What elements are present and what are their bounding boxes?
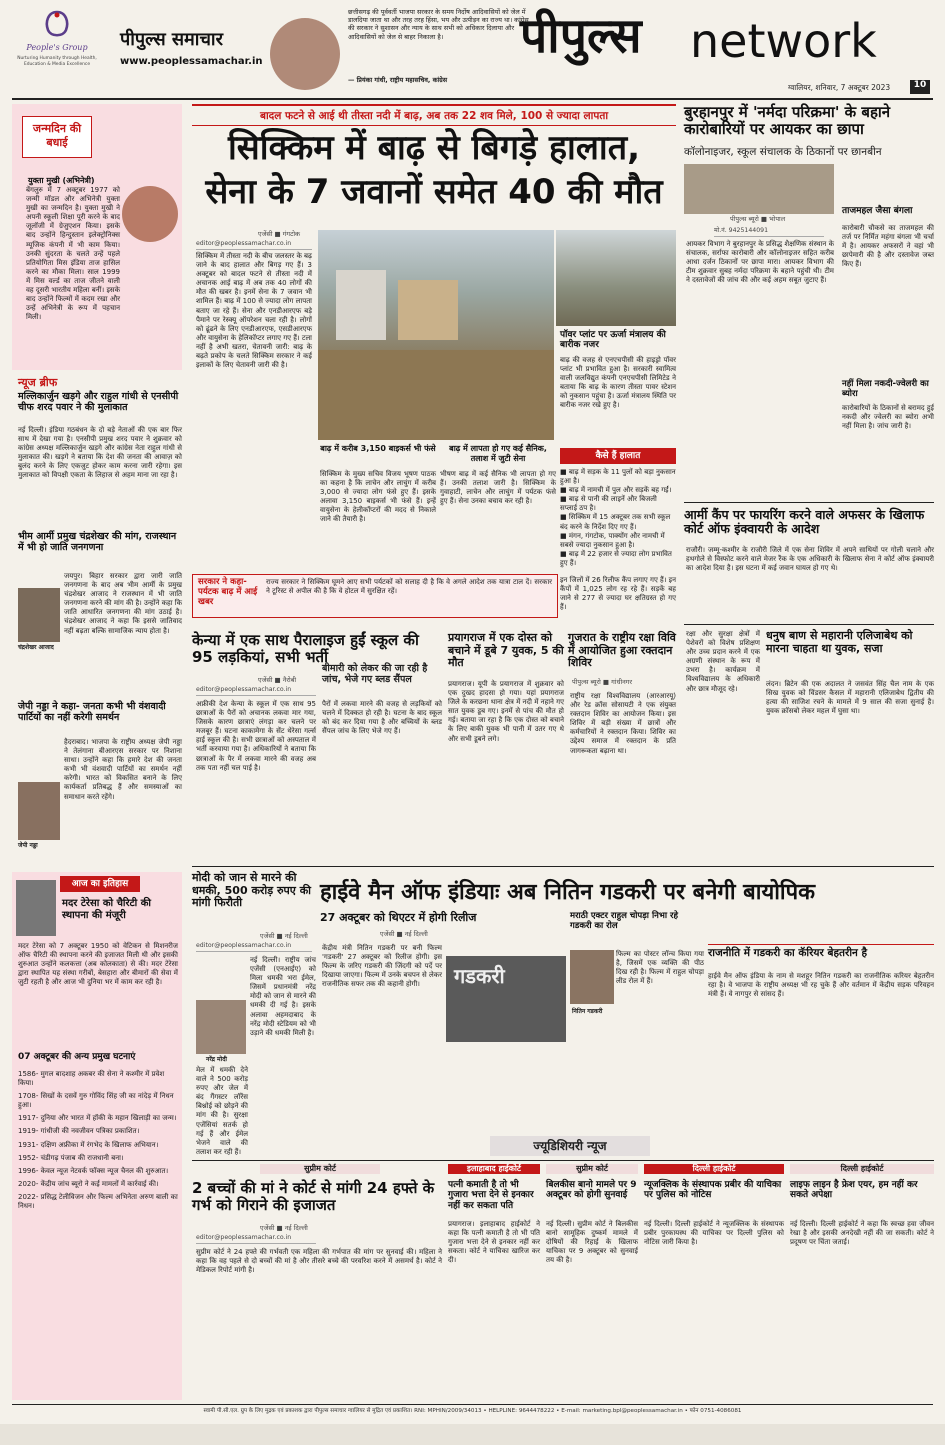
prayagraj-headline: प्रयागराज में एक दोस्त को बचाने में डूबे 7 युवक, 5 की मौत — [448, 631, 564, 670]
lead-side-text2: इन जिलों में 26 रिलीफ कैंप लगाए गए हैं। इन कैंपों में 1,025 लोग रह रहे हैं। सड़कें बह जाने से 277 से ज्यादा घर क्षतिग्रस्त हो गए हैं। — [560, 576, 676, 612]
gadkari-career-headline: राजनीति में गडकरी का कॅरियर बेहतरीन है — [708, 944, 934, 959]
gadkari-sub: 27 अक्टूबर को थिएटर में होगी रिलीज — [320, 911, 477, 924]
event-item: 1919- गांधीजी की नवजीवन पत्रिका प्रकाशित। — [18, 1127, 140, 1136]
bullet-text: सिक्किम में 15 अक्टूबर तक सभी स्कूल बंद करने के निर्देश दिए गए हैं। — [560, 513, 671, 531]
gadkari-career-text: हाईवे मैन ऑफ इंडिया के नाम से मशहूर नितिन गडकरी का राजनीतिक करियर बेहतरीन रहा है। वे भाजपा के राष्ट्रीय अध्यक्ष भी रह चुके हैं और वर्तमान में केंद्रीय सड़क परिवहन मंत्री हैं। वे नागपुर से सांसद हैं। — [708, 972, 934, 999]
itihas-text: मदर टेरेसा को 7 अक्टूबर 1950 को वेटिकन से मिशनरीज ऑफ चैरिटी की स्थापना करने की इजाजत मिली थी और इसकी शुरुआत उन्होंने कलकत्ता (अब कोलकाता) से की। मदर टेरेसा द्वारा स्थापित यह संस्था गरीबों, बेसहारा और बीमारों की सेवा में जुटी रहती है और आज भी दुनिया भर में काम कर रही है। — [18, 942, 178, 987]
flood-photo — [318, 230, 554, 440]
kaise-bullet: ■ बाढ़ में नामची में पुल और सड़कें बह गईं। — [560, 486, 672, 495]
print-margin — [0, 1424, 945, 1445]
lead-text: सिक्किम में तीस्ता नदी के बीच जलस्तर के बढ़ जाने के बाद हालात और बिगड़ गए हैं। 3 अक्टूबर को बादल फटने से तीस्ता नदी में अचानक आई बाढ़ में अब तक 40 लोगों की मौत की खबर है। इनमें सेना के 7 जवान भी शामिल हैं। बाढ़ में 100 से ज्यादा लोग लापता बताए जा रहे हैं। सेना और एनडीआरएफ बड़े पैमाने पर रेस्क्यू ऑपरेशन चला रही है। लोगों को ढूंढने के लिए एनडीआरएफ, एसडीआरएफ और वायुसेना के हेलिकॉप्टर लगाए गए हैं। टला नहीं है अभी खतरा, चेतावनी जारी: बाढ़ के बढ़ते प्रकोप के चलते सिक्किम सरकार ने कई इलाकों के लिए चेतावनी जारी की है। — [196, 252, 312, 370]
gadkari-side-headline: मराठी एक्टर राहुल चोपड़ा निभा रहे गडकरी का रोल — [570, 911, 679, 931]
gadkari-photo — [570, 950, 614, 1004]
dhanush-headline: धनुष बाण से महारानी एलिजाबेथ को मारना चाहता था युवक, सजा — [766, 629, 913, 655]
tajmahal-text: कारोबारी चौकसे का ताजमहल की तर्ज पर निर्मित महंगा बंगला भी चर्चा में है। आयकर अफसरों ने वहां भी छापेमारी की है और दस्तावेज जब्त किए हैं। — [842, 224, 934, 269]
rule — [192, 1160, 934, 1161]
kenya-email[interactable]: editor@peoplessamachar.co.in — [196, 686, 316, 696]
event-item: 1586- मुगल बादशाह अकबर की सेना ने कश्मीर में प्रवेश किया। — [18, 1070, 165, 1088]
dateline: ग्वालियर, शनिवार, 7 अक्टूबर 2023 — [788, 83, 891, 92]
lead-kicker: बादल फटने से आई थी तीस्ता नदी में बाढ़, अब तक 22 शव मिले, 100 से ज्यादा लापता — [192, 104, 676, 126]
events-headline: 07 अक्टूबर की अन्य प्रमुख घटनाएं — [18, 1052, 136, 1062]
lead-headline-1: सिक्किम में बाढ़ से बिगड़े हालात, — [228, 128, 640, 168]
bullet-text: बाढ़ में सड़क के 11 पुलों को बड़ा नुकसान हुआ है। — [560, 468, 676, 486]
burhanpur-headline: बुरहानपुर में 'नर्मदा परिक्रमा' के बहाने कारोबारियों पर आयकर का छापा — [684, 103, 891, 139]
website-url[interactable]: www.peoplessamachar.in — [120, 56, 263, 67]
quote-author: — प्रियंका गांधी, राष्ट्रीय महासचिव, कांग्रेस — [348, 76, 448, 84]
event-item: 1952- चंडीगढ़ पंजाब की राजधानी बना। — [18, 1153, 124, 1162]
court-label-3: सुप्रीम कोर्ट — [546, 1164, 638, 1174]
poster-title: गडकरी — [454, 964, 505, 988]
lead-col2: सिक्किम के मुख्य सचिव विजय भूषण पाठक का कहना है कि लाचेन और लाचुंग में करीब 3,000 से ज्यादा लोग फंसे हुए हैं। इसके अलावा 3,150 बाइकर्स भी फंसे हैं। इन्हें वायुसेना के हेलीकॉप्टरों की मदद से निकाले जाने की तैयारी है। — [320, 470, 436, 524]
peoples-group-logo — [12, 10, 102, 90]
group-tagline: Nurturing Humanity through Health, Education & Media Excellence — [17, 56, 97, 67]
event-item: 1708- सिखों के दसवें गुरु गोविंद सिंह जी का नांदेड़ में निधन हुआ। — [18, 1092, 174, 1110]
court-label-1: सुप्रीम कोर्ट — [260, 1164, 380, 1174]
army-text: राजौरी। जम्मू-कश्मीर के राजौरी जिले में एक सेना शिविर में अपने साथियों पर गोली चलाने और हथगोले से विस्फोट करने वाले मेजर रैंक के एक अधिकारी के खिलाफ सेना ने कोर्ट ऑफ इंक्वायरी का आदेश दिया है। इस घटना में कई जवान घायल हो गए थे। — [686, 546, 934, 573]
nadda-photo — [18, 782, 60, 840]
event-item: 1996- केवल न्यूज नेटवर्क फॉक्स न्यूज चैनल की शुरुआत। — [18, 1166, 169, 1175]
judiciary-by1: एजेंसी ■ नई दिल्ली — [260, 1224, 308, 1232]
news-brief-label: न्यूज ब्रीफ — [18, 376, 58, 389]
brand-hindi: पीपुल्स — [520, 8, 642, 64]
lead-headline-2: सेना के 7 जवानों समेत 40 की मौत — [205, 172, 663, 212]
judiciary-h5: लाइफ लाइन है फ्रेश एयर, हम नहीं कर सकते अपेक्षा — [790, 1180, 918, 1201]
kaise-label: कैसे हैं हालात — [560, 448, 676, 464]
quote-text: छत्तीसगढ़ की पूर्ववर्ती भाजपा सरकार के समय निर्दोष आदिवासियों को जेल में डालदिया जाता था और तरह तरह हिंसा, भय और उत्पीड़न का राज्य था। कांग्रेस की सरकार ने सुशासन और न्याय के साथ सभी को अधिकार दिलाया और आदिवासियों को जेल से बाहर निकाला है। — [348, 8, 529, 41]
lead-email[interactable]: editor@peoplessamachar.co.in — [196, 240, 312, 250]
footer-rule — [12, 1404, 933, 1405]
gadkari-text: केंद्रीय मंत्री नितिन गडकरी पर बनी फिल्म 'गडकरी' 27 अक्टूबर को रिलीज होगी। इस फिल्म के जरिए गडकरी की जिंदगी को पर्दे पर दिखाया जाएगा। फिल्म में उनके बचपन से लेकर राजनीतिक सफर तक की कहानी होगी। — [322, 944, 442, 989]
brief3-caption: जेपी नड्डा — [18, 842, 38, 849]
event-item: 1931- दक्षिण अफ्रीका में रंगभेद के खिलाफ अभियान। — [18, 1140, 159, 1149]
judiciary-t5: नई दिल्ली। दिल्ली हाईकोर्ट ने कहा कि स्वच्छ हवा जीवन रेखा है और इसकी अनदेखी नहीं की जा सकती। कोर्ट ने प्रदूषण पर चिंता जताई। — [790, 1220, 934, 1247]
burhanpur-photo — [684, 164, 834, 214]
judiciary-t2: प्रयागराज। इलाहाबाद हाईकोर्ट ने कहा कि पत्नी कमाती है तो भी पति गुजारा भत्ता देने से इनकार नहीं कर सकता। कोर्ट ने याचिका खारिज कर दी। — [448, 1220, 540, 1265]
lead-byline: एजेंसी ■ गंगटोक — [258, 230, 301, 238]
gujarat-text: राष्ट्रीय रक्षा विश्वविद्यालय (आरआरयू) और रेड क्रॉस सोसायटी ने एक संयुक्त रक्तदान शिविर का आयोजन किया। इस शिविर में बड़ी संख्या में छात्रों और कर्मचारियों ने रक्तदान किया। शिविर का उद्देश्य समाज में रक्तदान के प्रति जागरूकता बढ़ाना था। — [570, 692, 676, 755]
gadkari-side-text: फिल्म का पोस्टर लॉन्च किया गया है, जिसमें एक व्यक्ति की पीठ दिख रही है। फिल्म में राहुल चोपड़ा लीड रोल में हैं। — [616, 950, 704, 986]
burhanpur-sub: कॉलोनाइजर, स्कूल संचालक के ठिकानों पर छानबीन — [684, 146, 882, 158]
modi-headline: मोदी को जान से मारने की धमकी, 500 करोड़ रुपए की मांगी फिरौती — [192, 871, 311, 910]
bullet-text: मंगन, गंगटोक, पाक्योंग और नामची में सबसे ज्यादा नुकसान हुआ है। — [560, 531, 665, 549]
brief2-caption: चंद्रशेखर आजाद — [18, 644, 54, 651]
judiciary-t3: नई दिल्ली। सुप्रीम कोर्ट ने बिलकीस बानो सामूहिक दुष्कर्म मामले में दोषियों की रिहाई के खिलाफ याचिका पर 9 अक्टूबर को सुनवाई तय की है। — [546, 1220, 638, 1265]
burhanpur-byline: पीपुल्स ब्यूरो ■ भोपाल — [730, 215, 786, 223]
bullet-text: बाढ़ में नामची में पुल और सड़कें बह गईं। — [568, 486, 672, 495]
event-item: 1917- दुनिया और भारत में हॉकी के महान खिलाड़ी का जन्म। — [18, 1114, 177, 1123]
judiciary-h1: 2 बच्चों की मां ने कोर्ट से मांगी 24 हफ्ते के गर्भ को गिराने की इजाजत — [192, 1179, 435, 1215]
brief1-headline: मल्लिकार्जुन खड़गे और राहुल गांधी से एनसीपी चीफ शरद पवार ने की मुलाकात — [18, 391, 179, 413]
river-photo — [556, 230, 676, 326]
kenya-sub: बीमारी को लेकर की जा रही है जांच, भेजे गए ब्लड सैंपल — [322, 663, 428, 685]
bullet-text: बाढ़ से पानी की लाइनें और बिजली सप्लाई ठप है। — [560, 495, 657, 513]
gujarat-headline: गुजरात के राष्ट्रीय रक्षा विवि में आयोजित हुआ रक्तदान शिविर — [568, 631, 676, 670]
page-number: 10 — [910, 80, 930, 94]
burhanpur-text: आयकर विभाग ने बुरहानपुर के प्रसिद्ध शैक्षणिक संस्थान के संचालक, सर्राफा कारोबारी और कॉलोनाइजर सहित करीब आधा दर्जन ठिकानों पर छापा मारा। आयकर विभाग की टीम शुक्रवार सुबह नर्मदा परिक्रमा के बहाने पहुंची थी। टीम ने दस्तावेजों की जांच की और कई अहम सबूत जुटाए हैं। — [686, 240, 834, 285]
brief2-text: जयपुर। बिहार सरकार द्वारा जारी जाति जनगणना के बाद अब भीम आर्मी के प्रमुख चंद्रशेखर आजाद ने राजस्थान में भी जाति जनगणना करने की मांग की है। उन्होंने कहा कि जाति आधारित जनगणना की मांग उठाई है। चंद्रशेखर आजाद ने कहा कि इससे जातिवाद नहीं बढ़ता बल्कि सामाजिक न्याय होता है। — [64, 572, 182, 635]
priyanka-photo — [270, 18, 340, 90]
army-headline: आर्मी कैंप पर फायरिंग करने वाले अफसर के खिलाफ कोर्ट ऑफ इंक्वायरी के आदेश — [684, 507, 925, 537]
brief2-headline: भीम आर्मी प्रमुख चंद्रशेखर की मांग, राजस्थान में भी हो जाति जनगणना — [18, 531, 177, 553]
tajmahal-headline: ताजमहल जैसा बंगला — [842, 206, 913, 216]
gujarat-text2: रक्षा और सुरक्षा क्षेत्रों में पेशेवरों को विशेष प्रशिक्षण और उच्च प्रदान करने में एक अग्रणी संस्थान के रूप में उभरा है। कार्यक्रम में विश्वविद्यालय के अधिकारी और छात्र मौजूद रहे। — [686, 630, 760, 693]
judiciary-label: ज्यूडिशियरी न्यूज — [490, 1136, 650, 1156]
events-list — [18, 1070, 178, 1215]
burhanpur-phone: मो.नं. 9425144091 — [714, 227, 824, 237]
judiciary-h2: पत्नी कमाती है तो भी गुजारा भत्ता देने से इनकार नहीं कर सकता पति — [448, 1180, 534, 1211]
modi-photo — [196, 1000, 246, 1054]
modi-text: नई दिल्ली। राष्ट्रीय जांच एजेंसी (एनआईए) को मिला धमकी भरा ईमेल, जिसमें प्रधानमंत्री नरेंद्र मोदी को जान से मारने की धमकी दी गई है। इसके अलावा अहमदाबाद के नरेंद्र मोदी स्टेडियम को भी उड़ाने की धमकी मिली है। — [250, 956, 316, 1037]
kaise-bullet: ■ बाढ़ में सड़क के 11 पुलों को बड़ा नुकसान हुआ है। — [560, 468, 676, 486]
nakdi-text: कारोबारियों के ठिकानों से बरामद हुई नकदी और ज्वेलरी का ब्योरा अभी नहीं मिला है। जांच जारी है। — [842, 404, 934, 431]
event-item: 2022- प्रसिद्ध टेलीविजन और फिल्म अभिनेता अरुण बाली का निधन। — [18, 1192, 178, 1211]
kaise-bullet: ■ सिक्किम में 15 अक्टूबर तक सभी स्कूल बंद करने के निर्देश दिए गए हैं। — [560, 513, 671, 531]
power-plant-text: बाढ़ की वजह से एनएचपीसी की हाइड्रो पॉवर प्लांट भी प्रभावित हुआ है। सरकारी स्वामित्व वाली जलविद्युत कंपनी एनएचपीसी लिमिटेड ने बताया कि बाढ़ के कारण तीस्ता पावर स्टेशन को नुकसान पहुंचा है। ऊर्जा मंत्रालय स्थिति पर बारीक नजर रखे हुए है। — [560, 356, 676, 410]
tourist-box-text: राज्य सरकार ने सिक्किम घूमने आए सभी पर्यटकों को सलाह दी है कि वे अगले आदेश तक यात्रा टाल दें। सरकार ने टूरिस्ट से अपील की है कि वे होटल में सुरक्षित रहें। — [266, 578, 552, 596]
gujarat-byline: पीपुल्स ब्यूरो ■ गांधीनगर — [572, 678, 633, 686]
photo-caption-1: बाढ़ में करीब 3,150 बाइकर्स भी फंसे — [320, 444, 436, 453]
court-label-2: इलाहाबाद हाईकोर्ट — [448, 1164, 540, 1174]
prayagraj-text: प्रयागराज। यूपी के प्रयागराज में शुक्रवार को एक दुखद हादसा हो गया। यहां प्रयागराज जिले के करछना थाना क्षेत्र में नदी में नहाने गए सात युवक डूब गए। इनमें से पांच की मौत हो गई। बताया जा रहा है कि एक दोस्त को बचाने के लिए बाकी युवक भी पानी में उतर गए थे और सभी डूबने लगे। — [448, 680, 564, 743]
gadkari-headline: हाईवे मैन ऑफ इंडियाः अब नितिन गडकरी पर बनेगी बायोपिक — [320, 880, 815, 905]
brief1-text: नई दिल्ली। इंडिया गठबंधन के दो बड़े नेताओं की एक बार फिर साथ में देखा गया है। एनसीपी प्रमुख शरद पवार ने शुक्रवार को कांग्रेस अध्यक्ष मल्लिकार्जुन खड़गे और कांग्रेस नेता राहुल गांधी से मुलाकात की। खड़गे ने बताया कि देश की जनता की आवाज़ को बुलंद करने के लिए एकजुट होकर काम करना जारी रहेगा। इस मुलाकात को विपक्षी एकता के लिहाज से अहम माना जा रहा है। — [18, 426, 182, 480]
court-label-5: दिल्ली हाईकोर्ट — [790, 1164, 934, 1174]
masthead-rule — [12, 98, 933, 100]
footer-imprint: स्वामी पी.सी.एल. ग्रुप के लिए मुद्रक एवं प्रकाशक द्वारा पीपुल्स समाचार ग्वालियर से मुद्रित एवं प्रकाशित। RNI: MPHIN/2009/34013 • HELPLINE: 9644478222 • E-mail: marketing.bpl@peoplessamachar.in • फोन 0751-4086081 — [203, 1408, 742, 1414]
chandrashekhar-photo — [18, 588, 60, 642]
kenya-text2: पैरों में लकवा मारने की वजह से लड़कियों को चलने में दिक्कत हो रही है। घटना के बाद स्कूल को बंद कर दिया गया है और बच्चियों के ब्लड सैंपल जांच के लिए भेजे गए हैं। — [322, 700, 442, 736]
bullet-text: बाढ़ में 22 हजार से ज्यादा लोग प्रभावित हुए हैं। — [560, 549, 672, 567]
birthday-text: बेंगलुरु में 7 अक्टूबर 1977 को जन्मी मॉडल और अभिनेत्री युक्ता मुखी का जन्मदिन है। युक्ता मुखी ने अपनी स्कूली शिक्षा पूरी करने के बाद जूलॉजी में ग्रेजुएशन किया। इसके बाद उन्होंने हिन्दुस्तान इलेक्ट्रोनिक्स म्यूजिक कंपनी में भी काम किया। उनकी सुंदरता के चलते उन्हें पहले प्रतियोगिता मिस इंडिया ताज हासिल करने का मौका मिला। साल 1999 में मिस वर्ल्ड का ताज जीतने वाली वह दूसरी भारतीय महिला बनीं। इसके बाद उन्होंने फिल्मों में कदम रखा और उन्हें अभिनेत्री के रूप में पहचान मिली। — [26, 186, 120, 322]
brief3-text: हैदराबाद। भाजपा के राष्ट्रीय अध्यक्ष जेपी नड्डा ने तेलंगाना बीआरएस सरकार पर निशाना साधा। उन्होंने कहा कि हमारे देश की जनता कभी भी वंशवादी पार्टियों का समर्थन नहीं करेगी। भारत को विकसित बनाने के लिए कार्यकर्ता प्रतिबद्ध हैं और समस्याओं का समाधान करते रहेंगे। — [64, 738, 182, 801]
itihas-headline: मदर टेरेसा को चैरिटी की स्थापना की मंजूरी — [62, 898, 151, 921]
nakdi-headline: नहीं मिला नकदी-ज्वेलरी का ब्योरा — [842, 379, 929, 399]
yukta-photo — [122, 186, 178, 242]
group-name: People's Group — [26, 43, 88, 52]
rule — [684, 624, 934, 625]
brief3-headline: जेपी नड्डा ने कहा- जनता कभी भी वंशवादी पार्टियों का नहीं करेगी समर्थन — [18, 701, 166, 723]
modi-caption: नरेंद्र मोदी — [206, 1056, 227, 1063]
tourist-box-headline: सरकार ने कहा- पर्यटक बाढ़ में आई खबर — [198, 577, 258, 607]
kaise-bullet: ■ बाढ़ में 22 हजार से ज्यादा लोग प्रभावित हुए हैं। — [560, 549, 672, 567]
itihas-label: आज का इतिहास — [60, 876, 140, 892]
photo-caption-2: बाढ़ में लापता हो गए कई सैनिक, तलाश में जुटी सेना — [449, 444, 547, 463]
modi-email[interactable]: editor@peoplessamachar.co.in — [196, 942, 312, 952]
brand-network: network — [690, 14, 877, 68]
kaise-bullet: ■ मंगन, गंगटोक, पाक्योंग और नामची में सबसे ज्यादा नुकसान हुआ है। — [560, 531, 665, 549]
dhanush-text: लंदन। ब्रिटेन की एक अदालत ने जसवंत सिंह चैल नाम के एक सिख युवक को विंडसर कैसल में महारानी एलिजाबेथ द्वितीय की हत्या की साजिश रचने के मामले में 9 साल की सजा सुनाई है। युवक क्रॉसबो लेकर महल में घुसा था। — [766, 680, 934, 716]
kenya-headline: केन्या में एक साथ पैरालाइज हुईं स्कूल की 95 लड़कियां, सभी भर्ती — [192, 631, 419, 667]
lead-col3: भीषण बाढ़ में कई सैनिक भी लापता हो गए हैं। उनकी तलाश जारी है। सिक्किम के गुवाहाटी, लाचेन और लाचुंग में पर्यटक फंसे हुए हैं। सेना उनका बचाव कर रही है। — [440, 470, 556, 506]
judiciary-h4: न्यूजक्लिक के संस्थापक प्रबीर की याचिका पर पुलिस को नोटिस — [644, 1180, 782, 1201]
judiciary-h3: बिलकीस बानो मामले पर 9 अक्टूबर को होगी सुनवाई — [546, 1180, 637, 1201]
birthday-name: युक्ता मुखी (अभिनेत्री) — [28, 176, 95, 185]
paper-name-small: पीपुल्स समाचार — [120, 29, 223, 50]
birthday-label: जन्मदिन की बधाई — [22, 116, 92, 158]
judiciary-t1: सुप्रीम कोर्ट ने 24 हफ्ते की गर्भवती एक महिला की गर्भपात की मांग पर सुनवाई की। महिला ने कहा कि वह पहले से दो बच्चों की मां है और तीसरे बच्चे की परवरिश करने में असमर्थ है। कोर्ट ने मेडिकल रिपोर्ट मांगी है। — [196, 1248, 442, 1275]
rule — [192, 866, 934, 867]
gadkari-caption: नितिन गडकरी — [572, 1008, 603, 1015]
kenya-byline: एजेंसी ■ नैरोबी — [258, 676, 297, 684]
kenya-text: अफ्रीकी देश केन्या के स्कूल में एक साथ 95 छात्राओं के पैरों को अचानक लकवा मार गया, जिसके कारण छात्राएं लंगड़ा कर चलने पर मजबूर हैं। घटना काकामेगा के सेंट थेरेसा गर्ल्स हाई स्कूल की है। सभी छात्राओं को अस्पताल में भर्ती करवाया गया है। अधिकारियों ने बताया कि छात्राओं के पैर में लकवा मारने की वजह अब तक पता नहीं चल पाई है। — [196, 700, 316, 772]
rule — [684, 502, 934, 503]
kaise-bullet: ■ बाढ़ से पानी की लाइनें और बिजली सप्लाई ठप है। — [560, 495, 657, 513]
judiciary-t4: नई दिल्ली। दिल्ली हाईकोर्ट ने न्यूजक्लिक के संस्थापक प्रबीर पुरकायस्थ की याचिका पर दिल्ली पुलिस को नोटिस जारी किया है। — [644, 1220, 784, 1247]
modi-text-extra: मेल में धमकी देने वाले ने 500 करोड़ रुपए और जेल में बंद गैंगस्टर लॉरेंस बिश्नोई को छोड़ने की मांग की है। सुरक्षा एजेंसियां सतर्क हो गई हैं और ईमेल भेजने वाले की तलाश कर रही हैं। — [196, 1066, 248, 1156]
judiciary-email[interactable]: editor@peoplessamachar.co.in — [196, 1234, 316, 1244]
court-label-4: दिल्ली हाईकोर्ट — [644, 1164, 784, 1174]
gadkari-poster — [446, 956, 566, 1042]
mother-teresa-photo — [16, 880, 56, 936]
event-item: 2020- केंद्रीय जांच ब्यूरो ने कई मामलों में कार्रवाई की। — [18, 1179, 159, 1188]
kaise-bullets — [560, 468, 676, 568]
modi-byline: एजेंसी ■ नई दिल्ली — [260, 932, 308, 940]
gadkari-byline: एजेंसी ■ नई दिल्ली — [380, 930, 428, 938]
power-plant-headline: पॉवर प्लांट पर ऊर्जा मंत्रालय की बारीक नजर — [560, 330, 666, 351]
